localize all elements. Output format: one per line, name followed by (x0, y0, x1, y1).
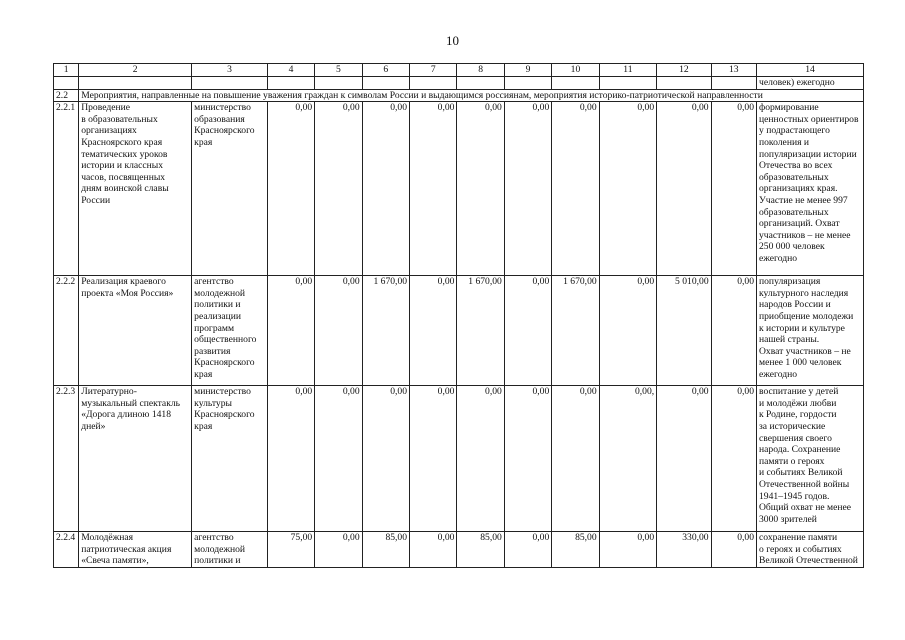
amount-cell: 0,00 (599, 102, 656, 276)
carryover-row (54, 77, 864, 90)
empty-cell (504, 77, 551, 90)
amount-cell: 0,00 (315, 386, 362, 532)
section-row (54, 89, 864, 102)
column-number: 11 (599, 64, 656, 77)
amount-cell: 0,00 (504, 276, 551, 386)
budget-table (53, 63, 864, 568)
column-number: 14 (757, 64, 864, 77)
amount-cell: 0,00 (315, 532, 362, 568)
amount-cell: 0,00 (711, 276, 756, 386)
amount-cell: 0,00 (599, 276, 656, 386)
amount-cell: 0,00 (315, 102, 362, 276)
amount-cell: 0,00 (711, 102, 756, 276)
amount-cell: 0,00 (504, 532, 551, 568)
amount-cell: 330,00 (657, 532, 711, 568)
activity-name: Проведение в образовательных организациях Красноярского края тематических уроков истории и классных часов, посвященных дням воинской славы России (79, 102, 192, 276)
carryover-text: человек) ежегодно (757, 77, 864, 90)
row-code: 2.2.1 (54, 102, 79, 276)
empty-cell (457, 77, 504, 90)
column-number: 6 (362, 64, 409, 77)
column-number: 3 (192, 64, 268, 77)
column-number: 4 (267, 64, 314, 77)
amount-cell: 85,00 (457, 532, 504, 568)
amount-cell: 0,00 (457, 102, 504, 276)
empty-cell (657, 77, 711, 90)
activity-name: Литературно- музыкальный спектакль «Дорога длиною 1418 дней» (79, 386, 192, 532)
amount-cell: 1 670,00 (457, 276, 504, 386)
executor: агентство молодежной политики и (192, 532, 268, 568)
row-code: 2.2.4 (54, 532, 79, 568)
executor: агентство молодежной политики и реализации программ общественного развития Красноярского края (192, 276, 268, 386)
activity-name: Реализация краевого проекта «Моя Россия» (79, 276, 192, 386)
amount-cell: 0,00 (410, 386, 457, 532)
column-number: 2 (79, 64, 192, 77)
column-number: 9 (504, 64, 551, 77)
page-number: 10 (446, 33, 459, 48)
column-number: 5 (315, 64, 362, 77)
row-code: 2.2.3 (54, 386, 79, 532)
empty-cell (79, 77, 192, 90)
amount-cell: 0,00 (362, 386, 409, 532)
amount-cell: 0,00, (599, 386, 656, 532)
amount-cell: 75,00 (267, 532, 314, 568)
amount-cell: 85,00 (552, 532, 599, 568)
table-row (54, 102, 864, 276)
amount-cell: 5 010,00 (657, 276, 711, 386)
amount-cell: 1 670,00 (362, 276, 409, 386)
amount-cell: 0,00 (552, 386, 599, 532)
amount-cell: 0,00 (657, 386, 711, 532)
amount-cell: 0,00 (410, 532, 457, 568)
executor: министерство образования Красноярского края (192, 102, 268, 276)
column-number: 1 (54, 64, 79, 77)
amount-cell: 0,00 (504, 386, 551, 532)
amount-cell: 0,00 (711, 532, 756, 568)
amount-cell: 85,00 (362, 532, 409, 568)
empty-cell (711, 77, 756, 90)
expected-result: сохранение памяти о героях и событиях Великой Отечественной (757, 532, 864, 568)
column-number: 12 (657, 64, 711, 77)
section-code: 2.2 (54, 89, 79, 102)
empty-cell (315, 77, 362, 90)
amount-cell: 1 670,00 (552, 276, 599, 386)
expected-result: формирование ценностных ориентиров у подрастающего поколения и популяризации истории Отечества во всех образовательных организациях края. Участие не менее 997 образовательных организаций. Охват участников – не менее 250 000 человек ежегодно (757, 102, 864, 276)
executor: министерство культуры Красноярского края (192, 386, 268, 532)
empty-cell (54, 77, 79, 90)
column-number: 8 (457, 64, 504, 77)
activity-name: Молодёжная патриотическая акция «Свеча памяти», (79, 532, 192, 568)
amount-cell: 0,00 (362, 102, 409, 276)
section-title: Мероприятия, направленные на повышение уважения граждан к символам России и выдающимся россиянам, мероприятия историко-патриотической направленности (79, 89, 864, 102)
table-row (54, 276, 864, 386)
amount-cell: 0,00 (552, 102, 599, 276)
amount-cell: 0,00 (267, 386, 314, 532)
empty-cell (410, 77, 457, 90)
amount-cell: 0,00 (657, 102, 711, 276)
empty-cell (267, 77, 314, 90)
empty-cell (192, 77, 268, 90)
empty-cell (552, 77, 599, 90)
column-number: 7 (410, 64, 457, 77)
column-number: 13 (711, 64, 756, 77)
table-row (54, 532, 864, 568)
amount-cell: 0,00 (267, 276, 314, 386)
amount-cell: 0,00 (410, 102, 457, 276)
amount-cell: 0,00 (457, 386, 504, 532)
row-code: 2.2.2 (54, 276, 79, 386)
amount-cell: 0,00 (711, 386, 756, 532)
amount-cell: 0,00 (267, 102, 314, 276)
expected-result: популяризация культурного наследия народов России и приобщение молодежи к истории и культуре нашей страны. Охват участников – не менее 1 000 человек ежегодно (757, 276, 864, 386)
amount-cell: 0,00 (315, 276, 362, 386)
column-number-row (54, 64, 864, 77)
amount-cell: 0,00 (504, 102, 551, 276)
expected-result: воспитание у детей и молодёжи любви к Родине, гордости за исторические свершения своего народа. Сохранение памяти о героях и событиях Великой Отечественной войны 1941–1945 годов. Общий охват не менее 3000 зрителей (757, 386, 864, 532)
empty-cell (362, 77, 409, 90)
amount-cell: 0,00 (410, 276, 457, 386)
column-number: 10 (552, 64, 599, 77)
empty-cell (599, 77, 656, 90)
amount-cell: 0,00 (599, 532, 656, 568)
table-row (54, 386, 864, 532)
